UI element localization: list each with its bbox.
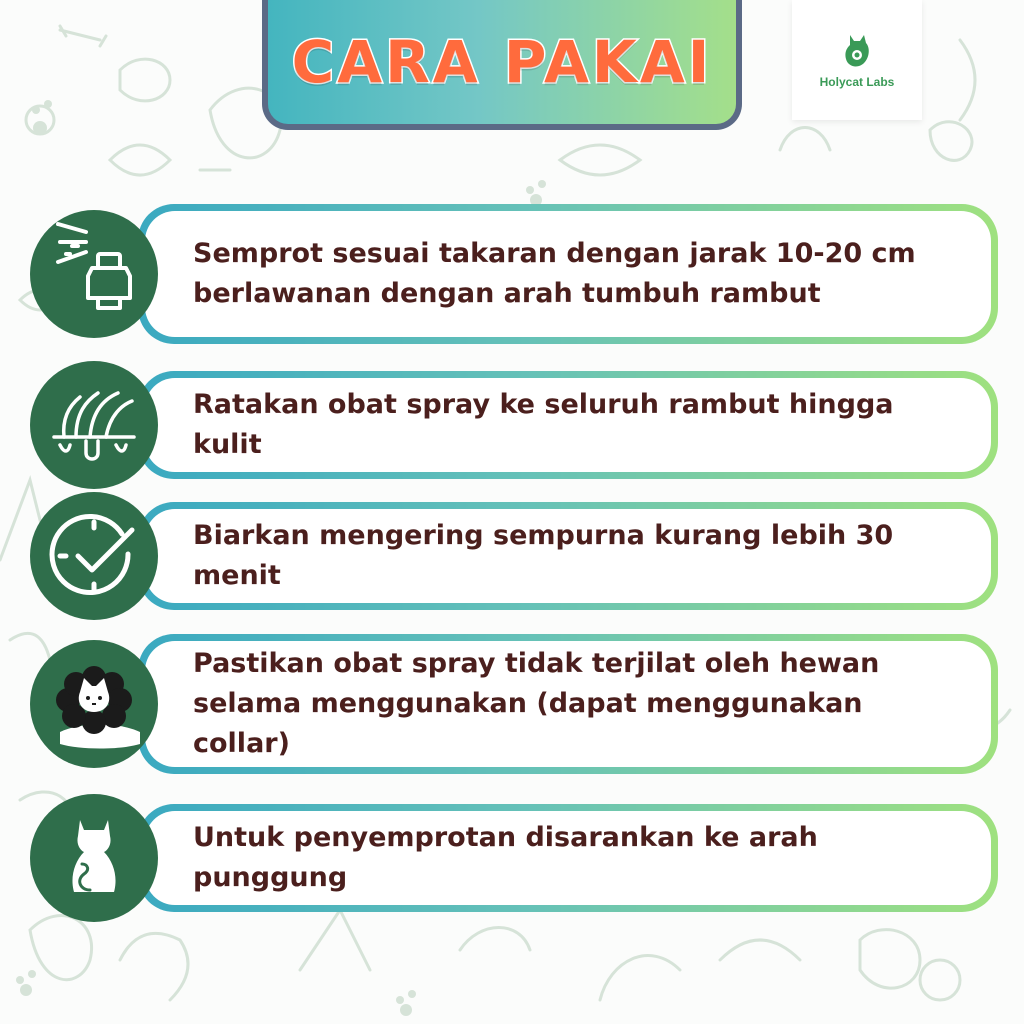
- step-box: [138, 371, 998, 479]
- step-icon-circle: [30, 492, 158, 620]
- page-title: CARA PAKAI: [291, 28, 713, 96]
- spray-bottle-icon: [30, 210, 158, 338]
- step-box: [138, 634, 998, 774]
- cat-logo-icon: [840, 31, 874, 71]
- step-3: [30, 502, 998, 610]
- step-5: [30, 804, 998, 912]
- clock-check-icon: [30, 492, 158, 620]
- step-box: [138, 502, 998, 610]
- step-box: [138, 204, 998, 344]
- step-1: [30, 204, 998, 344]
- step-4: [30, 634, 998, 774]
- step-box: [138, 804, 998, 912]
- step-icon-circle: [30, 210, 158, 338]
- step-text: Semprot sesuai takaran dengan jarak 10-20 cm berlawanan dengan arah tumbuh rambut: [193, 238, 916, 309]
- hair-skin-icon: [30, 361, 158, 489]
- cat-back-icon: [30, 794, 158, 922]
- brand-logo-tag: [792, 0, 922, 120]
- cat-collar-icon: [30, 640, 158, 768]
- step-icon-circle: [30, 640, 158, 768]
- step-text: Biarkan mengering sempurna kurang lebih 30 menit: [193, 520, 894, 591]
- step-text: Ratakan obat spray ke seluruh rambut hingga kulit: [193, 389, 894, 460]
- step-icon-circle: [30, 794, 158, 922]
- step-text: Pastikan obat spray tidak terjilat oleh hewan selama menggunakan (dapat menggunakan collar): [193, 648, 880, 759]
- brand-name: Holycat Labs: [819, 75, 895, 89]
- title-banner: [262, 0, 742, 130]
- step-icon-circle: [30, 361, 158, 489]
- step-2: [30, 371, 998, 479]
- step-text: Untuk penyemprotan disarankan ke arah punggung: [193, 822, 818, 893]
